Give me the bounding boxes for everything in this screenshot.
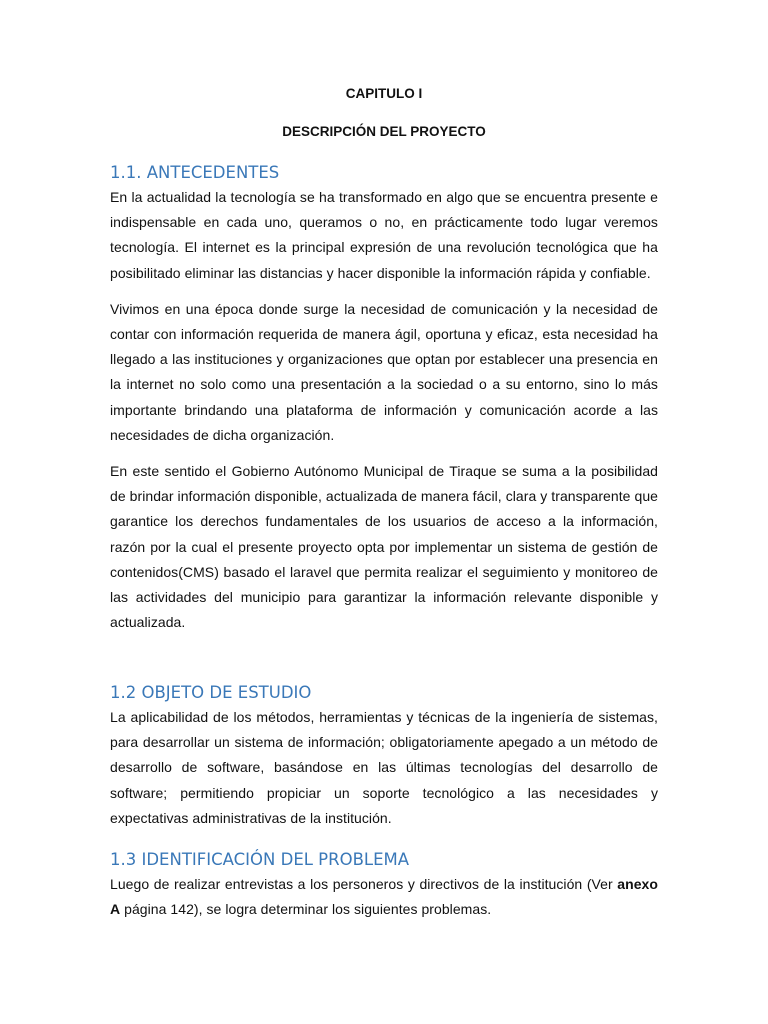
section-identificacion-del-problema [110,849,658,922]
section-heading: 1.2 OBJETO DE ESTUDIO [110,683,312,702]
chapter-title: DESCRIPCIÓN DEL PROYECTO [282,124,486,139]
paragraph: La aplicabilidad de los métodos, herramientas y técnicas de la ingeniería de sistemas, para desarrollar un sistema de información; obligatoriamente apegado a un método de desarrollo de software, basándose en las últimas tecnologías del desarrollo de software; permitiendo propiciar un soporte tecnológico a las necesidades y expectativas administrativas de la institución. [110,709,658,826]
section-objeto-de-estudio [110,682,658,831]
annex-reference: anexo A [110,876,658,918]
section-antecedentes [110,162,658,635]
section-heading: 1.3 IDENTIFICACIÓN DEL PROBLEMA [110,850,410,869]
paragraph: En la actualidad la tecnología se ha transformado en algo que se encuentra presente e indispensable en cada uno, queramos o no, en prácticamente todo lugar veremos tecnología. El internet es la principal expresión de una revolución tecnológica que ha posibilitado eliminar las distancias y hacer disponible la información rápida y confiable. [110,189,658,281]
chapter-label: CAPITULO I [345,86,423,101]
paragraph [110,872,658,922]
section-heading: 1.1. ANTECEDENTES [110,163,280,182]
paragraph: En este sentido el Gobierno Autónomo Municipal de Tiraque se suma a la posibilidad de brindar información disponible, actualizada de manera fácil, clara y transparente que garantice los derechos fundamentales de los usuarios de acceso a la información, razón por la cual el presente proyecto opta por implementar un sistema de gestión de contenidos(CMS) basado el laravel que permita realizar el seguimiento y monitoreo de las actividades del municipio para garantizar la información relevante disponible y actualizada. [110,463,658,631]
paragraph-text: Luego de realizar entrevistas a los personeros y directivos de la institución (Ver [110,876,618,892]
paragraph: Vivimos en una época donde surge la necesidad de comunicación y la necesidad de contar con información requerida de manera ágil, oportuna y eficaz, esta necesidad ha llegado a las instituciones y organizaciones que optan por establecer una presencia en la internet no solo como una presentación a la sociedad o a su entorno, sino lo más importante brindando una plataforma de información y comunicación acorde a las necesidades de dicha organización. [110,300,658,443]
paragraph-text: página 142), se logra determinar los siguientes problemas. [120,901,492,918]
